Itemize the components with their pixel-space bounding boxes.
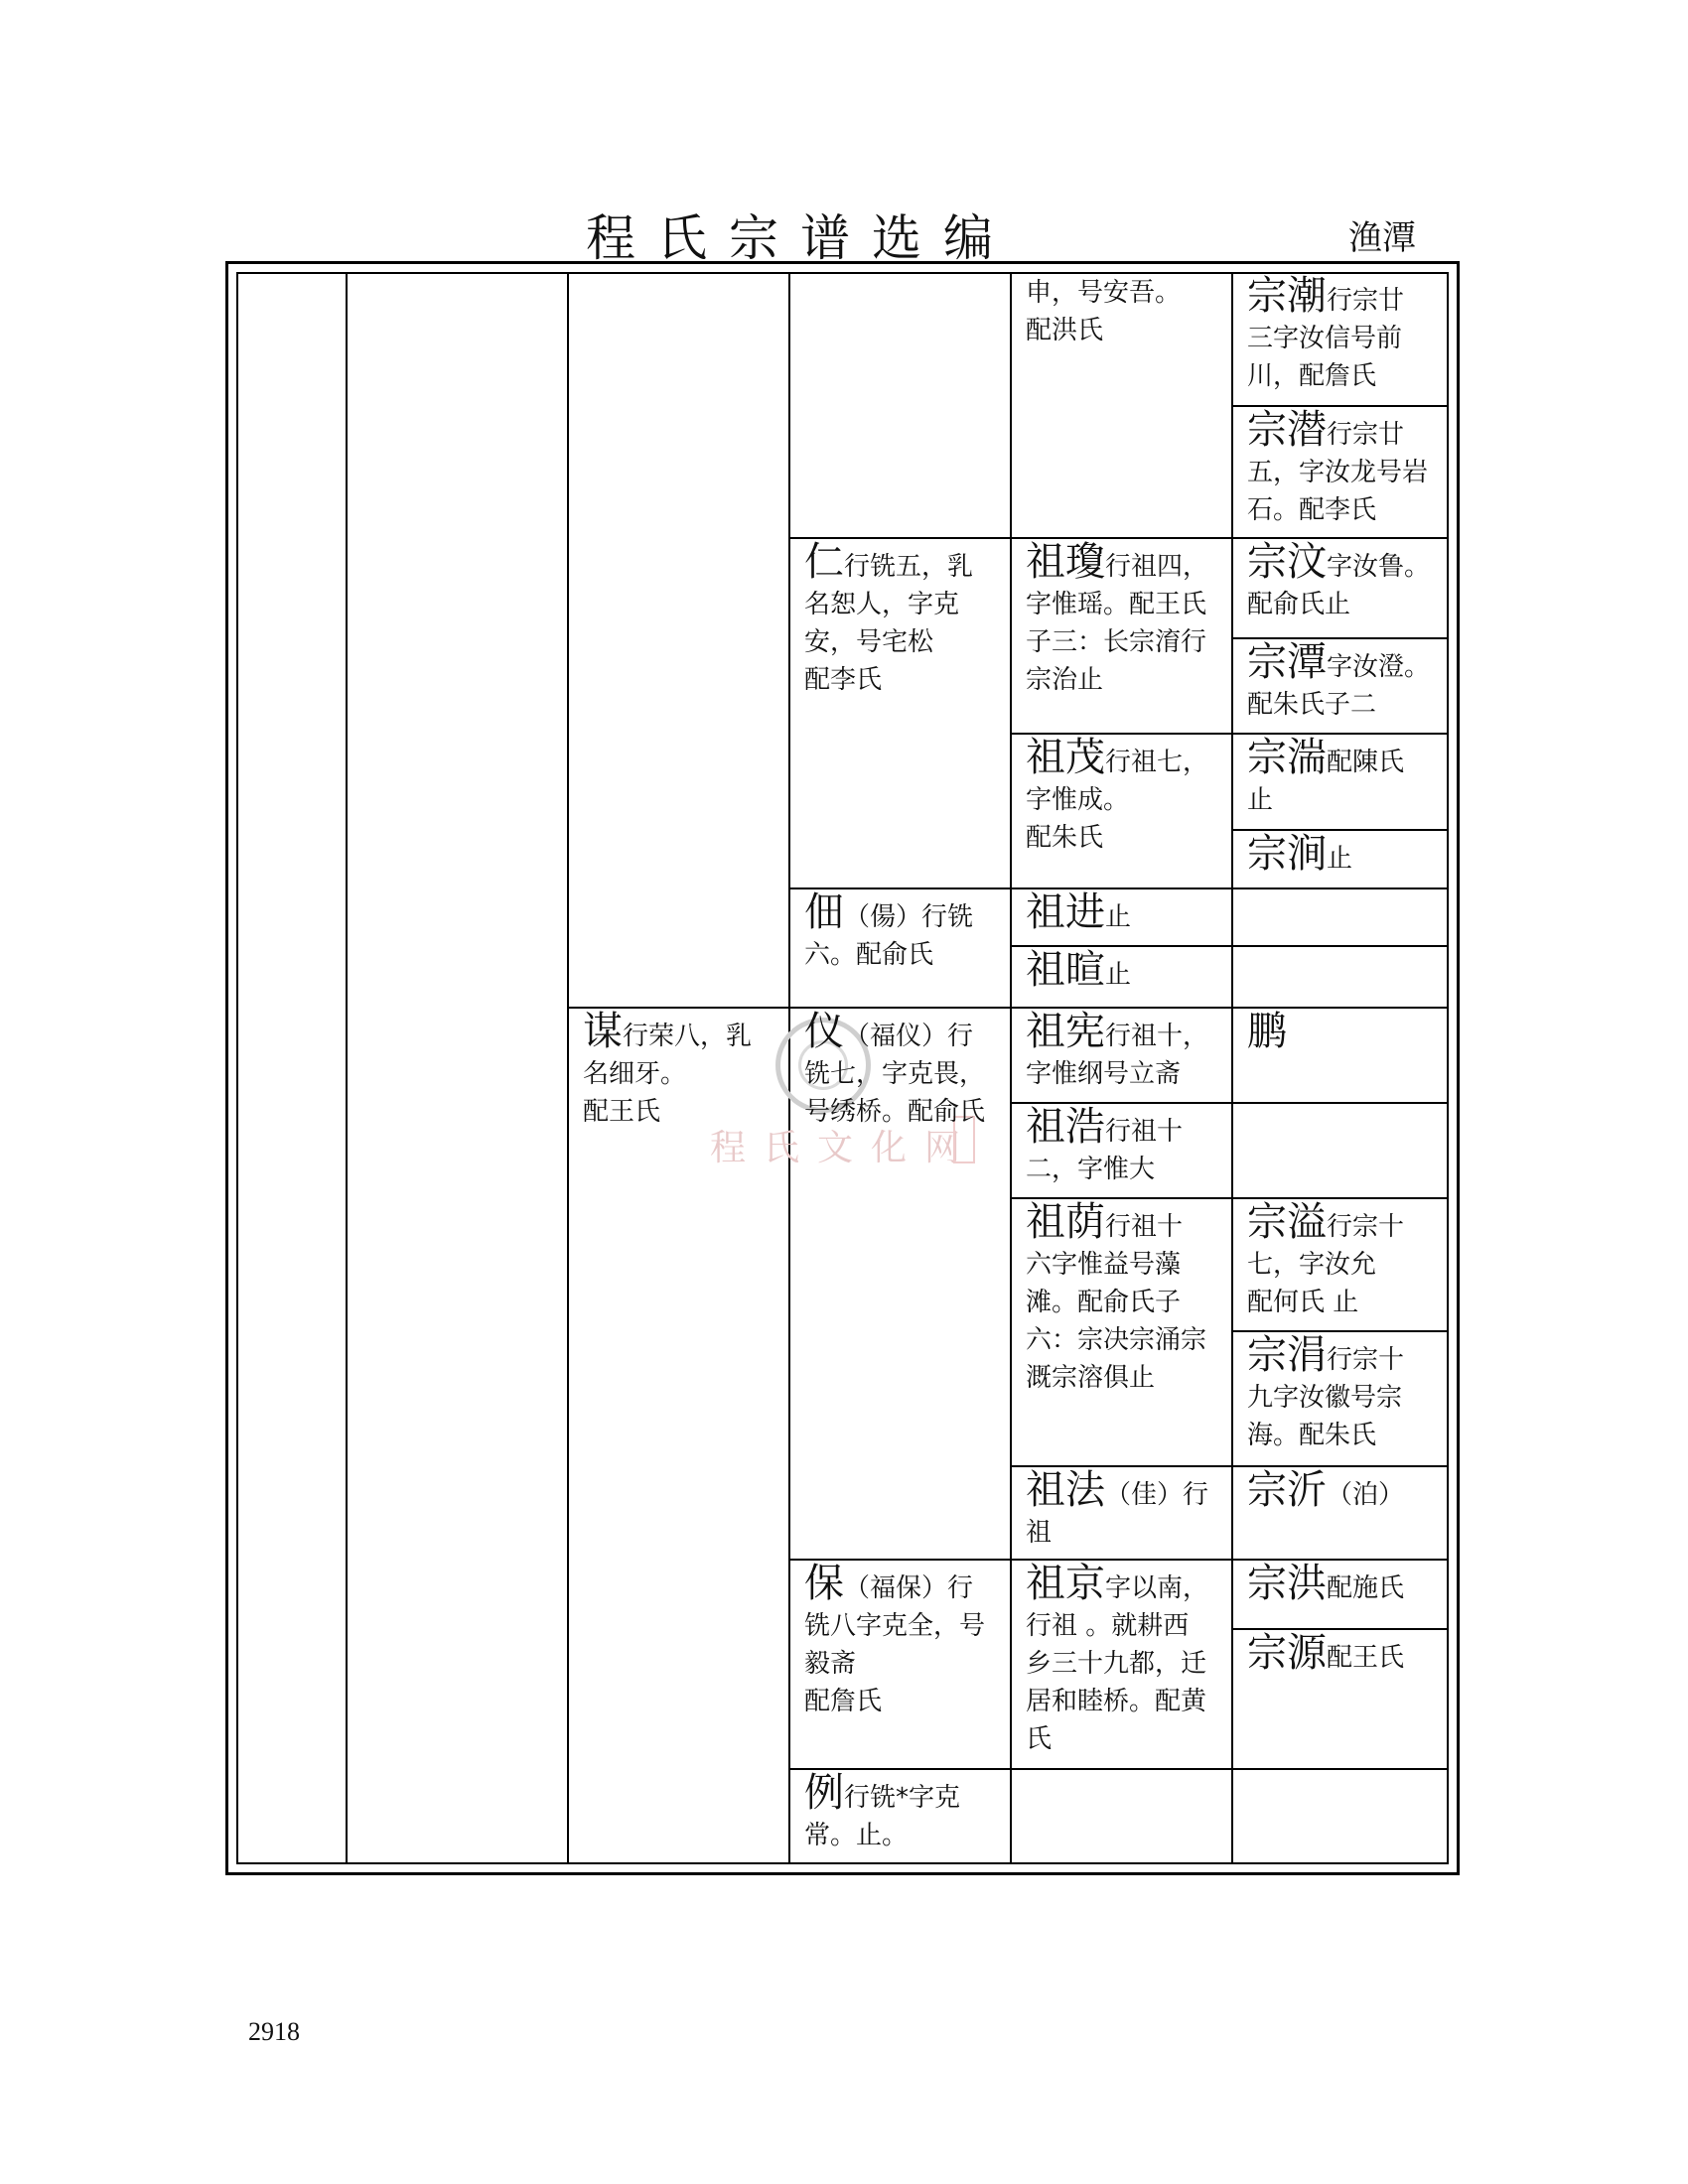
row-divider: [1231, 537, 1449, 539]
entry-text: 六。配俞氏: [804, 940, 934, 970]
entry-mou: [583, 1010, 781, 1131]
entry-text: 止: [1105, 902, 1132, 932]
person-name: 宗潜: [1247, 408, 1327, 453]
entry-text: 行祖七，: [1105, 748, 1209, 777]
entry-text: 行宗十: [1327, 1212, 1405, 1242]
entry-text: （福仪）行: [844, 1022, 974, 1051]
entry-bao: [804, 1562, 1003, 1720]
entry-text: 名恕人，字克: [804, 590, 960, 619]
entry-line: [804, 586, 1003, 623]
entry-line: [804, 1771, 1003, 1817]
entry-line: [804, 1817, 1003, 1854]
row-divider: [567, 1007, 788, 1009]
entry-line: [1247, 320, 1446, 357]
entry-text: 止: [1105, 960, 1132, 990]
entry-line: [1026, 1645, 1224, 1683]
entry-top-continued: [1026, 274, 1224, 349]
entry-text: （泊）: [1327, 1480, 1405, 1510]
entry-jin: [1026, 890, 1224, 936]
row-divider: [1010, 1465, 1231, 1467]
row-divider: [788, 887, 1010, 889]
entry-line: [1247, 274, 1446, 320]
entry-text: 行宗廿: [1327, 420, 1405, 450]
entry-line: [1026, 1151, 1224, 1188]
entry-xuan: [1026, 948, 1224, 994]
entry-line: [1247, 491, 1446, 529]
entry-line: [1026, 623, 1224, 661]
person-name: 例: [804, 1771, 844, 1816]
entry-line: [1026, 1468, 1224, 1514]
entry-line: [1026, 1607, 1224, 1645]
entry-line: [1247, 1379, 1446, 1417]
entry-text: 配李氏: [804, 665, 883, 695]
entry-jian: [1247, 832, 1446, 878]
entry-text: 行宗廿: [1327, 286, 1405, 316]
entry-text: 行铣*字克: [844, 1783, 961, 1813]
row-divider: [1010, 945, 1231, 947]
entry-chao: [1247, 274, 1446, 395]
entry-yuan: [1247, 1631, 1446, 1677]
entry-line: [1026, 781, 1224, 819]
row-divider: [788, 537, 1010, 539]
entry-text: 名细牙。: [583, 1059, 687, 1089]
entry-line: [1026, 312, 1224, 349]
entry-line: [1026, 1200, 1224, 1246]
entry-line: [1247, 640, 1446, 686]
entry-jing: [1026, 1562, 1224, 1758]
entry-line: [1026, 736, 1224, 781]
entry-text: 子三：长宗淯行: [1026, 627, 1207, 657]
place-name: 渔潭: [1348, 218, 1416, 258]
person-name: 祖暄: [1026, 948, 1105, 993]
entry-qiong: [1026, 540, 1224, 699]
person-name: 宗潭: [1247, 640, 1327, 685]
entry-text: 行宗十: [1327, 1345, 1405, 1375]
row-divider: [1231, 733, 1449, 735]
entry-line: [1247, 1417, 1446, 1454]
entry-line: [804, 1562, 1003, 1607]
person-name: 祖浩: [1026, 1105, 1105, 1150]
row-divider: [1231, 1768, 1449, 1770]
entry-line: [1247, 408, 1446, 454]
person-name: 宗涓: [1247, 1333, 1327, 1378]
entry-line: [1026, 1321, 1224, 1359]
entry-line: [1026, 274, 1224, 312]
entry-text: 毅斋: [804, 1649, 857, 1679]
entry-line: [1026, 1720, 1224, 1758]
person-name: 宗潮: [1247, 274, 1327, 319]
entry-text: 祖: [1026, 1518, 1053, 1548]
person-name: 宗涧: [1247, 832, 1327, 877]
page-number: 2918: [248, 2017, 300, 2046]
row-divider: [1231, 637, 1449, 639]
row-divider: [1010, 887, 1231, 889]
entry-qian: [1247, 408, 1446, 529]
entry-text: 配施氏: [1327, 1573, 1405, 1603]
person-name: 宗洪: [1247, 1562, 1327, 1606]
entry-text: 配詹氏: [804, 1687, 883, 1716]
column-divider: [567, 272, 569, 1864]
entry-line: [804, 1093, 1003, 1131]
row-divider: [1231, 829, 1449, 831]
entry-line: [804, 661, 1003, 699]
column-divider: [346, 272, 348, 1864]
row-divider: [1231, 1197, 1449, 1199]
row-divider: [1231, 945, 1449, 947]
entry-fa: [1026, 1468, 1224, 1552]
entry-text: 止: [1247, 785, 1274, 815]
entry-line: [804, 540, 1003, 586]
entry-text: 行祖十，: [1105, 1022, 1209, 1051]
entry-text: 字惟纲号立斋: [1026, 1059, 1182, 1089]
entry-text: 石。配李氏: [1247, 495, 1377, 525]
entry-text: 配朱氏子二: [1247, 690, 1377, 720]
entry-line: [1247, 586, 1446, 623]
entry-line: [804, 1683, 1003, 1720]
entry-line: [1247, 781, 1446, 819]
entry-line: [1247, 454, 1446, 491]
watermark-text: 程氏文化网: [710, 1128, 979, 1168]
entry-text: 配王氏: [583, 1097, 661, 1127]
row-divider: [1010, 733, 1231, 735]
entry-line: [1247, 736, 1446, 781]
entry-line: [1247, 1562, 1446, 1607]
entry-dian: [804, 890, 1003, 974]
entry-line: [1026, 1055, 1224, 1093]
entry-line: [1247, 686, 1446, 724]
entry-text: 申，号安吾。: [1026, 278, 1182, 308]
entry-text: 配陳氏: [1327, 748, 1405, 777]
entry-text: 三字汝信号前: [1247, 324, 1403, 353]
entry-line: [1026, 540, 1224, 586]
entry-yi2: [1247, 1468, 1446, 1514]
entry-line: [804, 1645, 1003, 1683]
person-name: 祖京: [1026, 1562, 1105, 1606]
entry-text: 六字惟益号藻: [1026, 1250, 1182, 1280]
entry-line: [1247, 1631, 1446, 1677]
person-name: 宗汶: [1247, 540, 1327, 585]
entry-line: [1247, 1246, 1446, 1284]
row-divider: [1231, 1559, 1449, 1561]
entry-text: 乡三十九都，迁: [1026, 1649, 1207, 1679]
entry-text: 行荣八，乳: [623, 1022, 753, 1051]
person-name: 仪: [804, 1010, 844, 1054]
entry-line: [583, 1010, 781, 1055]
entry-text: 二，字惟大: [1026, 1155, 1156, 1184]
column-divider: [1231, 272, 1233, 1864]
entry-line: [1026, 890, 1224, 936]
row-divider: [1010, 1007, 1231, 1009]
entry-line: [1247, 832, 1446, 878]
row-divider: [1010, 1102, 1231, 1104]
entry-text: 配王氏: [1327, 1643, 1405, 1673]
entry-line: [804, 1607, 1003, 1645]
person-name: 宗沂: [1247, 1468, 1327, 1513]
entry-yi: [804, 1010, 1003, 1131]
row-divider: [788, 1559, 1010, 1561]
entry-peng: [1247, 1010, 1446, 1053]
entry-text: 滩。配俞氏子: [1026, 1288, 1182, 1317]
entry-text: （福保）行: [844, 1573, 974, 1603]
row-divider: [1010, 1559, 1231, 1561]
entry-line: [1247, 357, 1446, 395]
person-name: 祖进: [1026, 890, 1105, 935]
entry-line: [1026, 1683, 1224, 1720]
row-divider: [1010, 1197, 1231, 1199]
entry-text: 行铣五，乳: [844, 552, 974, 582]
entry-line: [1247, 1468, 1446, 1514]
page-title: 程氏宗谱选编: [586, 209, 1015, 267]
entry-text: 常。止。: [804, 1821, 909, 1850]
row-divider: [788, 1768, 1010, 1770]
person-name: 谋: [583, 1010, 623, 1054]
person-name: 宗源: [1247, 1631, 1327, 1676]
entry-line: [804, 936, 1003, 974]
row-divider: [1231, 1102, 1449, 1104]
entry-text: 字汝鲁。: [1327, 552, 1431, 582]
entry-line: [1026, 1105, 1224, 1151]
entry-text: 九字汝徽号宗: [1247, 1383, 1403, 1413]
entry-line: [804, 623, 1003, 661]
row-divider: [1231, 887, 1449, 889]
entry-text: 配俞氏止: [1247, 590, 1351, 619]
entry-line: [1247, 1200, 1446, 1246]
entry-text: 五，字汝龙号岩: [1247, 458, 1429, 487]
person-name: 鹏: [1247, 1010, 1287, 1053]
row-divider: [1231, 1465, 1449, 1467]
entry-text: 溉宗溶俱止: [1026, 1363, 1156, 1393]
entry-text: 居和睦桥。配黄: [1026, 1687, 1207, 1716]
entry-yi-zong: [1247, 1200, 1446, 1321]
entry-text: 宗治止: [1026, 665, 1104, 695]
entry-line: [1247, 1284, 1446, 1321]
row-divider: [1010, 1768, 1231, 1770]
entry-yin: [1026, 1200, 1224, 1397]
column-divider: [1010, 272, 1012, 1864]
entry-text: 行祖十: [1105, 1212, 1184, 1242]
entry-text: 六：宗决宗涌宗: [1026, 1325, 1207, 1355]
row-divider: [788, 1007, 1010, 1009]
entry-text: 铣七，字克畏，: [804, 1059, 986, 1089]
row-divider: [1231, 1330, 1449, 1332]
entry-line: [804, 1055, 1003, 1093]
entry-wen: [1247, 540, 1446, 623]
entry-text: （偒）行铣: [844, 902, 974, 932]
row-divider: [1010, 537, 1231, 539]
person-name: 宗湍: [1247, 736, 1327, 780]
entry-chuan: [1247, 736, 1446, 819]
entry-line: [1026, 819, 1224, 857]
entry-line: [1026, 1359, 1224, 1397]
entry-text: 配何氏 止: [1247, 1288, 1359, 1317]
entry-li: [804, 1771, 1003, 1854]
entry-line: [1026, 1562, 1224, 1607]
entry-hong: [1247, 1562, 1446, 1607]
person-name: 祖瓊: [1026, 540, 1105, 585]
entry-text: 字汝澄。: [1327, 652, 1431, 682]
entry-line: [1026, 1010, 1224, 1055]
person-name: 佃: [804, 890, 844, 935]
entry-text: 七，字汝允: [1247, 1250, 1377, 1280]
entry-text: （佳）行: [1105, 1480, 1209, 1510]
entry-text: 川，配詹氏: [1247, 361, 1377, 391]
row-divider: [1231, 405, 1449, 407]
entry-text: 字惟瑶。配王氏: [1026, 590, 1207, 619]
person-name: 祖荫: [1026, 1200, 1105, 1245]
entry-line: [1026, 1514, 1224, 1552]
entry-ren: [804, 540, 1003, 699]
entry-mao: [1026, 736, 1224, 857]
row-divider: [1231, 1007, 1449, 1009]
entry-text: 安，号宅松: [804, 627, 934, 657]
person-name: 祖法: [1026, 1468, 1105, 1513]
entry-text: 铣八字克全，号: [804, 1611, 986, 1641]
row-divider: [1231, 1628, 1449, 1630]
entry-text: 字惟成。: [1026, 785, 1130, 815]
person-name: 祖宪: [1026, 1010, 1105, 1054]
person-name: 宗溢: [1247, 1200, 1327, 1245]
entry-text: 行祖十: [1105, 1117, 1184, 1147]
entry-text: 行祖 。就耕西: [1026, 1611, 1190, 1641]
entry-line: [583, 1055, 781, 1093]
entry-line: [1026, 586, 1224, 623]
entry-text: 海。配朱氏: [1247, 1421, 1377, 1450]
entry-text: 号绣桥。配俞氏: [804, 1097, 986, 1127]
entry-juan: [1247, 1333, 1446, 1454]
entry-line: [1026, 661, 1224, 699]
entry-text: 配洪氏: [1026, 316, 1104, 345]
entry-line: [1247, 1333, 1446, 1379]
entry-line: [1026, 1246, 1224, 1284]
entry-line: [1026, 1284, 1224, 1321]
entry-text: 行祖四，: [1105, 552, 1209, 582]
person-name: 仁: [804, 540, 844, 585]
entry-xian: [1026, 1010, 1224, 1093]
entry-text: 氏: [1026, 1724, 1053, 1754]
entry-text: 止: [1327, 844, 1353, 874]
entry-text: 配朱氏: [1026, 823, 1104, 853]
entry-line: [804, 890, 1003, 936]
entry-tan: [1247, 640, 1446, 724]
entry-hao: [1026, 1105, 1224, 1188]
entry-line: [804, 1010, 1003, 1055]
entry-line: [1247, 540, 1446, 586]
person-name: 祖茂: [1026, 736, 1105, 780]
entry-line: [1026, 948, 1224, 994]
entry-text: 字以南，: [1105, 1573, 1209, 1603]
person-name: 保: [804, 1562, 844, 1606]
entry-line: [583, 1093, 781, 1131]
